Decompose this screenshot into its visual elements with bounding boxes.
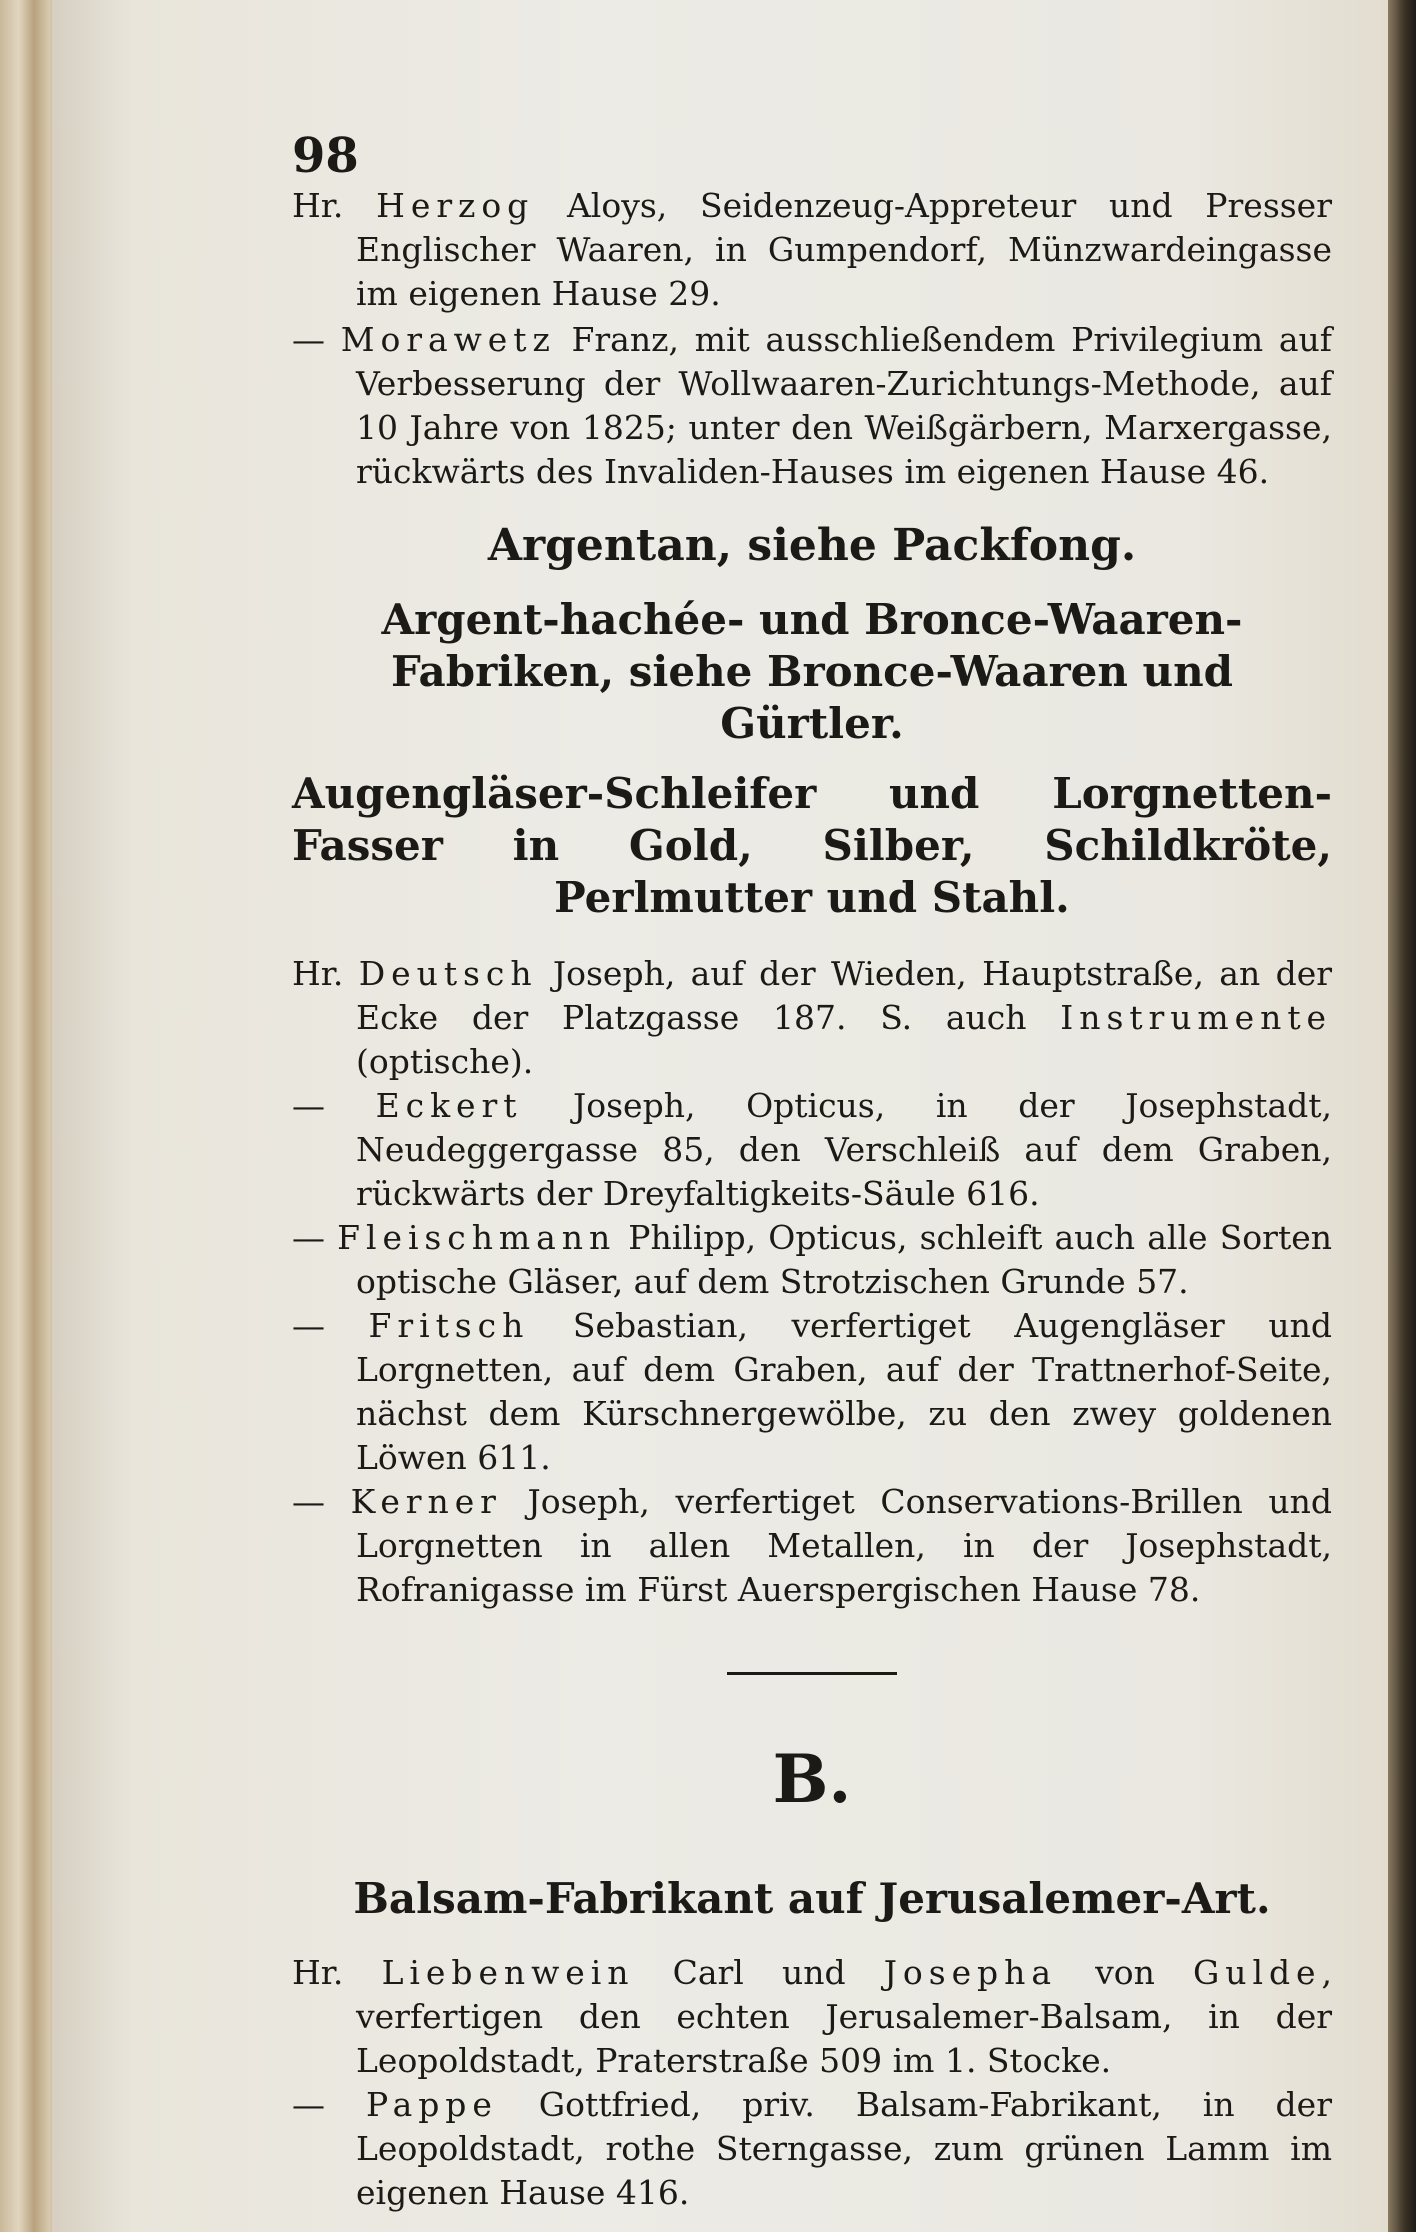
- entry-details-tail: , verfertigen den echten Jerusalemer-Balsam, in der Leopoldstadt, Praterstraße 509 im 1. Stocke.: [356, 1953, 1332, 2080]
- heading-argent-hachee: Argent-hachée- und Bronce-Waaren-Fabriken, siehe Bronce-Waaren und Gürtler.: [381, 595, 1243, 748]
- entry-details: Joseph, verfertiget Conservations-Brillen und Lorgnetten in allen Metallen, in der Josephstadt, Rofranigasse im Fürst Auerspergischen Hause 78.: [356, 1482, 1332, 1609]
- book-page: [52, 0, 1388, 2232]
- entry-details: Joseph, auf der Wieden, Hauptstraße, an der Ecke der Platzgasse 187. S. auch: [356, 954, 1332, 1037]
- directory-entry: [292, 2083, 1332, 2215]
- entry-prefix: —: [292, 1218, 338, 1257]
- entry-details: Franz, mit ausschließendem Privilegium auf Verbesserung der Wollwaaren-Zurichtungs-Methode, auf 10 Jahre von 1825; unter den Weißgärbern, Marxergasse, rückwärts des Invaliden-Hauses im eigenen Hause 46.: [356, 320, 1333, 491]
- entry-name: Morawetz: [340, 320, 556, 359]
- entry-name: Liebenwein: [381, 1953, 635, 1992]
- entry-prefix: Hr.: [292, 186, 377, 225]
- balsam-entry-list: [292, 1951, 1332, 2215]
- entry-name: Deutsch: [358, 954, 538, 993]
- entry-name: Fleischmann: [337, 1218, 617, 1257]
- entry-prefix: Hr.: [292, 954, 359, 993]
- entry-details: Aloys, Seidenzeug-Appreteur und Presser Englischer Waaren, in Gumpendorf, Münzwardeingasse im eigenen Hause 29.: [356, 186, 1332, 313]
- directory-entry: [292, 1216, 1332, 1304]
- entry-prefix: —: [292, 1086, 376, 1125]
- section-divider: [727, 1672, 897, 1675]
- directory-entry: [292, 1951, 1332, 2083]
- entry-name: Fritsch: [368, 1306, 530, 1345]
- directory-entry: [292, 184, 1332, 316]
- entry-name: Pappe: [365, 2085, 498, 2124]
- entry-connector: von: [1056, 1953, 1193, 1992]
- entry-name: Kerner: [350, 1482, 502, 1521]
- heading-argentan: Argentan, siehe Packfong.: [487, 520, 1137, 571]
- entry-details: Joseph, Opticus, in der Josephstadt, Neudeggergasse 85, den Verschleiß auf dem Graben, rückwärts der Dreyfaltigkeits-Säule 616.: [356, 1086, 1332, 1213]
- heading-balsam: Balsam-Fabrikant auf Jerusalemer-Art.: [353, 1874, 1271, 1923]
- entry-list-continued: [292, 184, 1332, 494]
- entry-details-tail: (optische).: [356, 1042, 534, 1081]
- entry-prefix: Hr.: [292, 1953, 382, 1992]
- entry-name-second: Josepha: [883, 1953, 1057, 1992]
- entry-prefix: —: [292, 320, 341, 359]
- entry-details: Carl und: [634, 1953, 884, 1992]
- entry-name: Herzog: [376, 186, 535, 225]
- entry-prefix: —: [292, 1306, 369, 1345]
- augenglaeser-entry-list: [292, 952, 1332, 1612]
- entry-details: Sebastian, verfertiget Augengläser und Lorgnetten, auf dem Graben, auf der Trattnerhof-Seite, nächst dem Kürschnergewölbe, zu den zwey goldenen Löwen 611.: [356, 1306, 1332, 1477]
- directory-entry: [292, 1304, 1332, 1480]
- book-spine-shadow: [1388, 0, 1416, 2232]
- entry-name: Eckert: [375, 1086, 523, 1125]
- page-text: [292, 128, 1332, 2215]
- heading-augenglaeser: Augengläser-Schleifer und Lorgnetten-Fasser in Gold, Silber, Schildkröte, Perlmutter und Stahl.: [292, 769, 1332, 922]
- section-letter: B.: [772, 1740, 852, 1818]
- directory-entry: [292, 1480, 1332, 1612]
- directory-entry: [292, 952, 1332, 1084]
- directory-entry: [292, 1084, 1332, 1216]
- page-number: 98: [292, 128, 359, 184]
- entry-prefix: —: [292, 1482, 351, 1521]
- directory-entry: [292, 318, 1332, 494]
- entry-prefix: —: [292, 2085, 366, 2124]
- entry-details: Philipp, Opticus, schleift auch alle Sorten optische Gläser, auf dem Strotzischen Grunde 57.: [356, 1218, 1332, 1301]
- cross-reference: Instrumente: [1060, 998, 1332, 1037]
- entry-name-third: Gulde: [1192, 1953, 1322, 1992]
- entry-details: Gottfried, priv. Balsam-Fabrikant, in der Leopoldstadt, rothe Sterngasse, zum grünen Lamm im eigenen Hause 416.: [356, 2085, 1332, 2212]
